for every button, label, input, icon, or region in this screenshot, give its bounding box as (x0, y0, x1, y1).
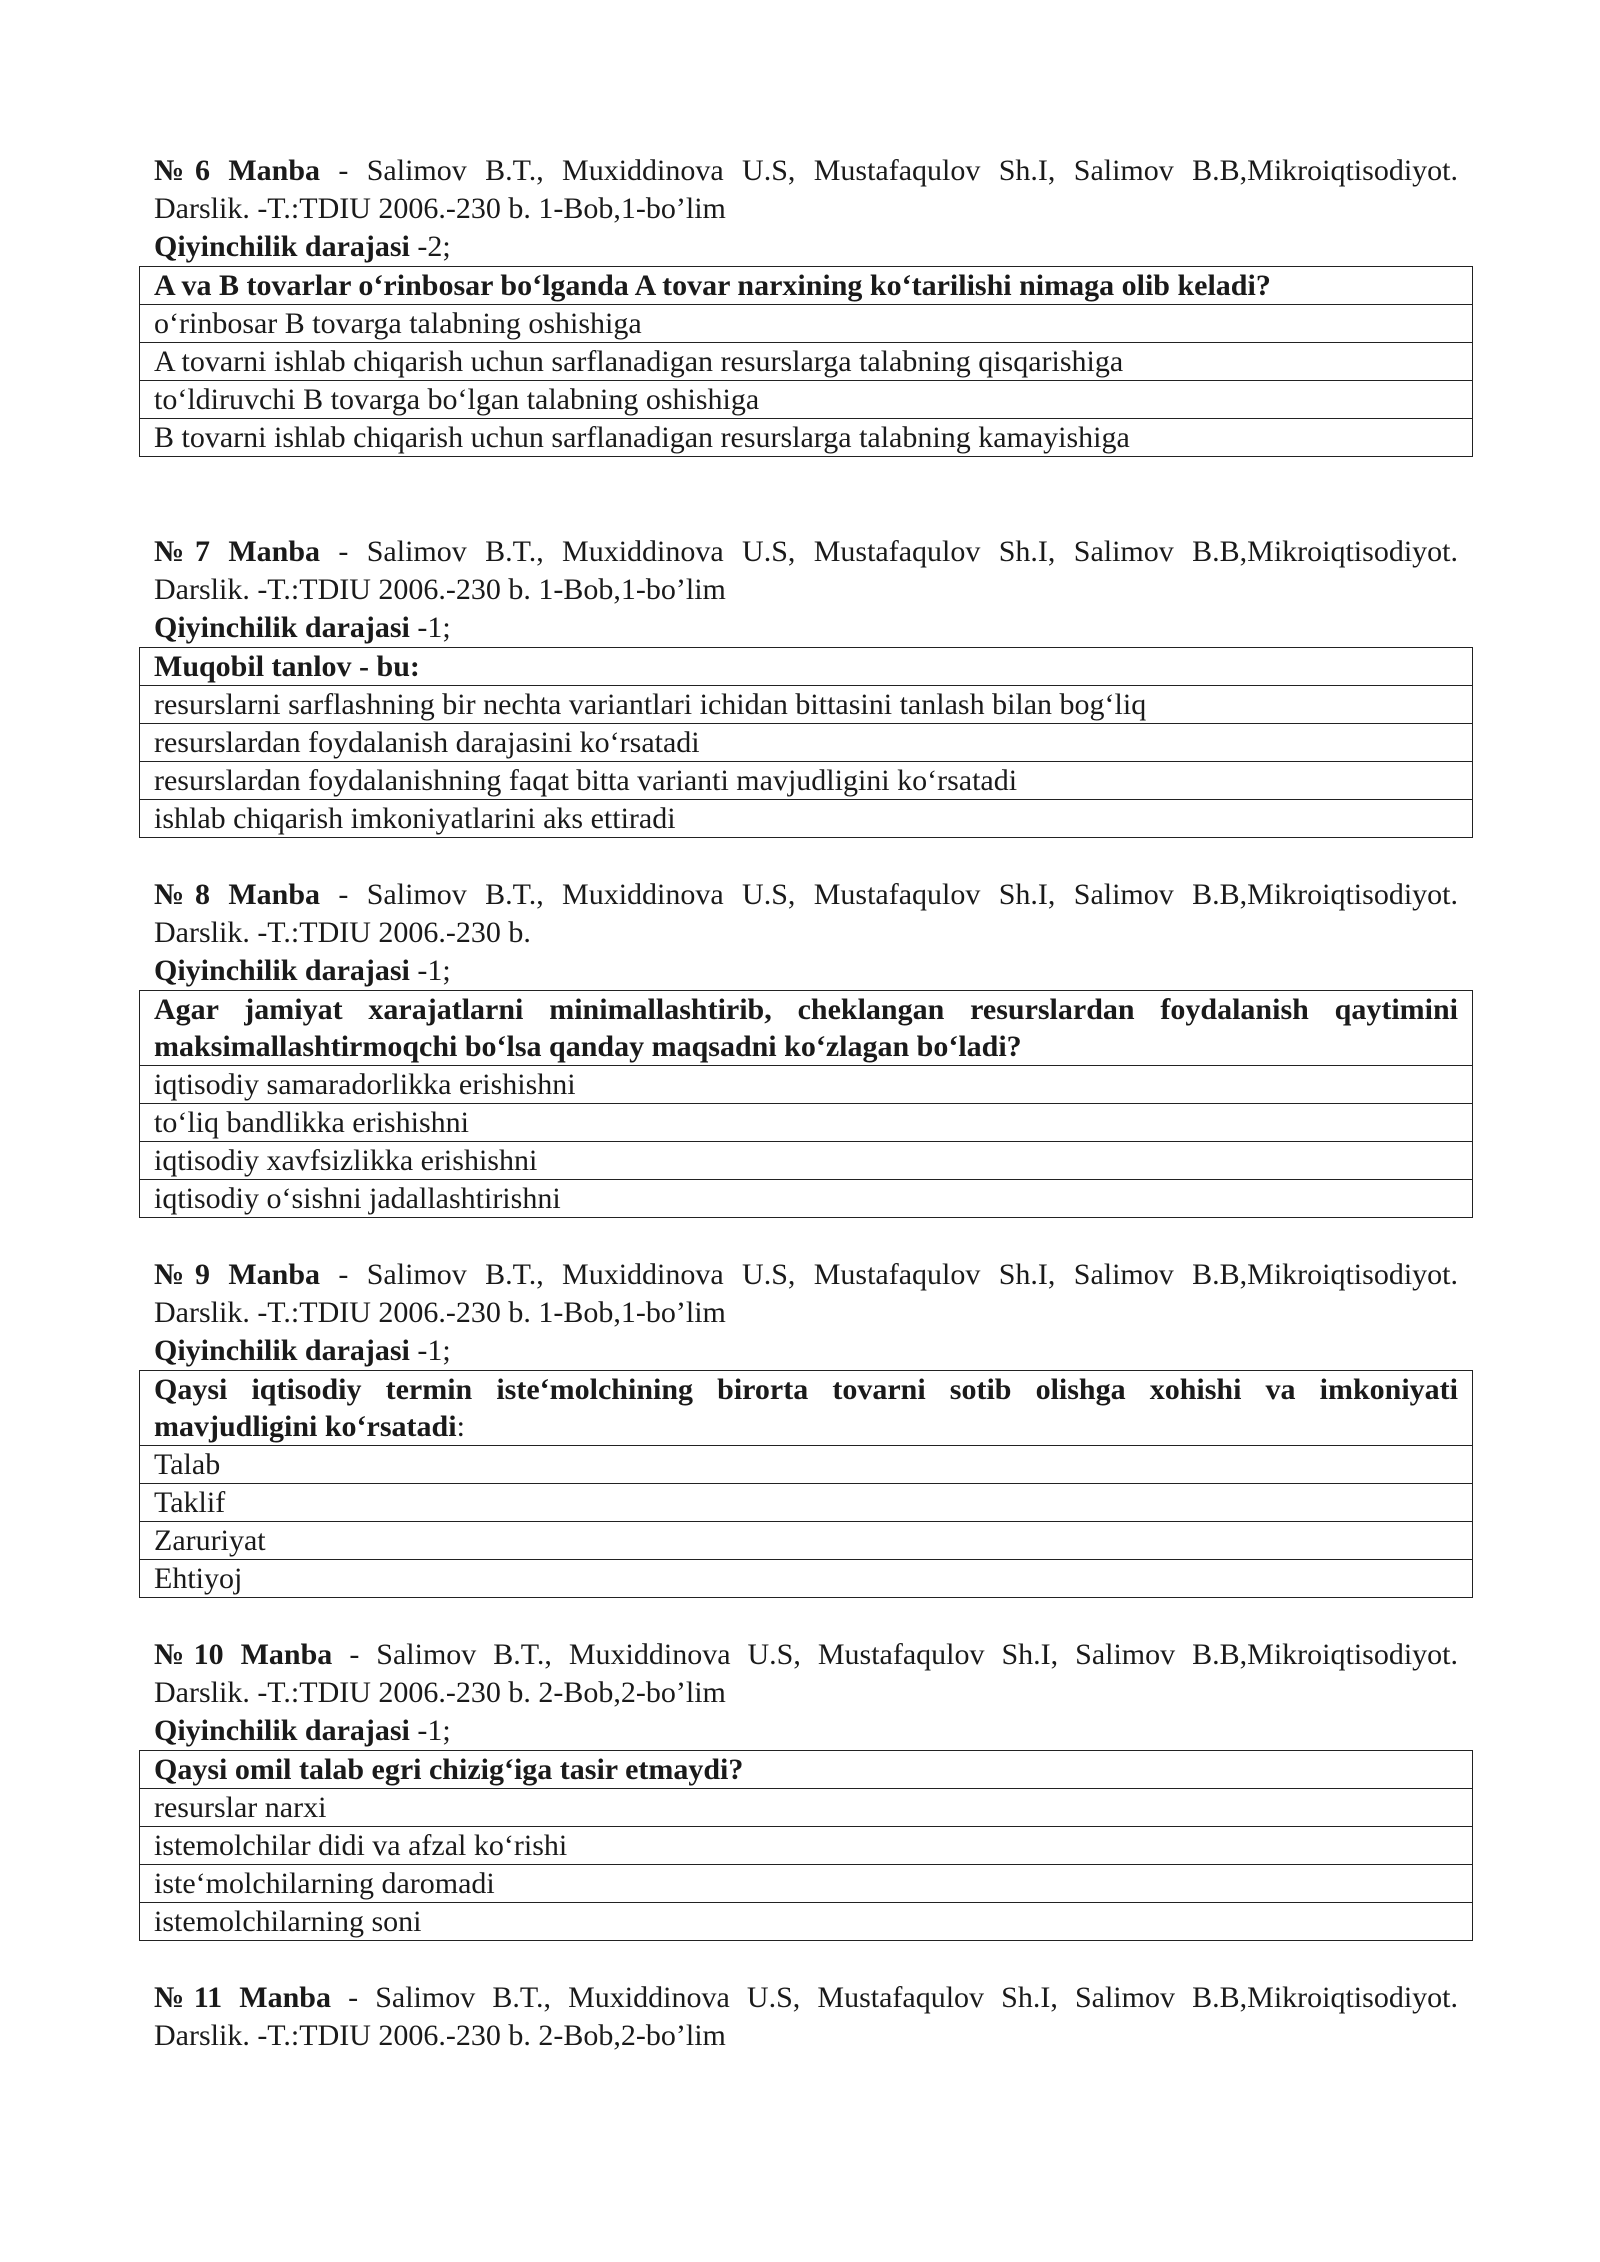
answer-row (140, 381, 1473, 419)
source-line-2: Darslik. -T.:TDIU 2006.-230 b. 2-Bob,2-bo’lim (154, 2019, 726, 2052)
answer-row (140, 1560, 1473, 1598)
item-meta (139, 152, 1473, 266)
answer-option: resurslardan foydalanishning faqat bitta varianti mavjudligini ko‘rsatadi (140, 762, 1473, 800)
answer-option: istemolchilarning soni (140, 1903, 1473, 1941)
question-table (139, 647, 1473, 838)
difficulty-line (154, 228, 1458, 266)
item-meta (139, 876, 1473, 990)
source-line (154, 1979, 1458, 2017)
question-table (139, 266, 1473, 457)
document-page (139, 152, 1473, 2055)
answer-row (140, 1180, 1473, 1218)
item-meta (139, 1979, 1473, 2055)
difficulty-label: Qiyinchilik darajasi (154, 1714, 410, 1747)
answer-row (140, 1484, 1473, 1522)
item-meta (139, 1636, 1473, 1750)
answer-row (140, 1142, 1473, 1180)
source-text: - Salimov B.T., Muxiddinova U.S, Mustafaqulov Sh.I, Salimov B.B,Mikroiqtisodiyot. (338, 1258, 1458, 1291)
answer-option: Zaruriyat (140, 1522, 1473, 1560)
source-line (154, 1256, 1458, 1294)
difficulty-label: Qiyinchilik darajasi (154, 230, 410, 263)
answer-row (140, 800, 1473, 838)
answer-option: Ehtiyoj (140, 1560, 1473, 1598)
answer-option: Taklif (140, 1484, 1473, 1522)
item-number: №8 Manba (154, 878, 321, 911)
answer-option: to‘liq bandlikka erishishni (140, 1104, 1473, 1142)
item-number: №10 Manba (154, 1638, 333, 1671)
spacer (139, 457, 1473, 533)
spacer (139, 1598, 1473, 1636)
question-text: Qaysi omil talab egri chizig‘iga tasir etmaydi? (140, 1751, 1473, 1789)
question-item-9 (139, 1256, 1473, 1598)
answer-row (140, 343, 1473, 381)
spacer (139, 1218, 1473, 1256)
question-item-11 (139, 1979, 1473, 2055)
question-row (140, 1751, 1473, 1789)
difficulty-value: -1; (417, 1334, 451, 1367)
answer-row (140, 1827, 1473, 1865)
answer-row (140, 305, 1473, 343)
answer-option: o‘rinbosar B tovarga talabning oshishiga (140, 305, 1473, 343)
question-table (139, 1750, 1473, 1941)
difficulty-line (154, 1332, 1458, 1370)
item-number: №6 Manba (154, 154, 321, 187)
question-item-10 (139, 1636, 1473, 1941)
source-line-2: Darslik. -T.:TDIU 2006.-230 b. 2-Bob,2-bo’lim (154, 1676, 726, 1709)
source-text: - Salimov B.T., Muxiddinova U.S, Mustafaqulov Sh.I, Salimov B.B,Mikroiqtisodiyot. (349, 1638, 1459, 1671)
answer-row (140, 1066, 1473, 1104)
answer-option: to‘ldiruvchi B tovarga bo‘lgan talabning oshishiga (140, 381, 1473, 419)
question-item-7 (139, 533, 1473, 838)
item-meta (139, 533, 1473, 647)
difficulty-label: Qiyinchilik darajasi (154, 954, 410, 987)
source-text: - Salimov B.T., Muxiddinova U.S, Mustafaqulov Sh.I, Salimov B.B,Mikroiqtisodiyot. (338, 535, 1458, 568)
spacer (139, 1941, 1473, 1979)
question-text: Muqobil tanlov - bu: (140, 648, 1473, 686)
item-number: №7 Manba (154, 535, 321, 568)
question-cell (140, 1371, 1473, 1446)
answer-option: resurslar narxi (140, 1789, 1473, 1827)
question-row (140, 648, 1473, 686)
question-text: Agar jamiyat xarajatlarni minimallashtirib, cheklangan resurslardan foydalanish qaytimini maksimallashtirmoqchi bo‘lsa qanday maqsadni ko‘zlagan bo‘ladi? (140, 991, 1473, 1066)
difficulty-value: -1; (417, 954, 451, 987)
difficulty-line (154, 609, 1458, 647)
source-line (154, 1636, 1458, 1674)
answer-option: iste‘molchilarning daromadi (140, 1865, 1473, 1903)
question-row (140, 1371, 1473, 1446)
question-table (139, 1370, 1473, 1598)
answer-row (140, 419, 1473, 457)
spacer (139, 838, 1473, 876)
answer-row (140, 724, 1473, 762)
answer-option: iqtisodiy xavfsizlikka erishishni (140, 1142, 1473, 1180)
source-text: - Salimov B.T., Muxiddinova U.S, Mustafaqulov Sh.I, Salimov B.B,Mikroiqtisodiyot. (348, 1981, 1458, 2014)
answer-option: iqtisodiy o‘sishni jadallashtirishni (140, 1180, 1473, 1218)
answer-row (140, 1104, 1473, 1142)
difficulty-label: Qiyinchilik darajasi (154, 611, 410, 644)
question-suffix: : (456, 1410, 465, 1443)
answer-option: iqtisodiy samaradorlikka erishishni (140, 1066, 1473, 1104)
answer-option: A tovarni ishlab chiqarish uchun sarflanadigan resurslarga talabning qisqarishiga (140, 343, 1473, 381)
question-item-8 (139, 876, 1473, 1218)
answer-option: B tovarni ishlab chiqarish uchun sarflanadigan resurslarga talabning kamayishiga (140, 419, 1473, 457)
answer-option: Talab (140, 1446, 1473, 1484)
answer-option: istemolchilar didi va afzal ko‘rishi (140, 1827, 1473, 1865)
source-line-2: Darslik. -T.:TDIU 2006.-230 b. 1-Bob,1-bo’lim (154, 192, 726, 225)
source-line (154, 876, 1458, 914)
difficulty-line (154, 1712, 1458, 1750)
item-number: №9 Manba (154, 1258, 321, 1291)
answer-row (140, 1903, 1473, 1941)
source-text: - Salimov B.T., Muxiddinova U.S, Mustafaqulov Sh.I, Salimov B.B,Mikroiqtisodiyot. (338, 878, 1458, 911)
source-line-2: Darslik. -T.:TDIU 2006.-230 b. 1-Bob,1-bo’lim (154, 573, 726, 606)
item-number: №11 Manba (154, 1981, 331, 2014)
source-line (154, 533, 1458, 571)
source-line (154, 152, 1458, 190)
difficulty-value: -2; (417, 230, 451, 263)
source-line-2: Darslik. -T.:TDIU 2006.-230 b. (154, 916, 531, 949)
answer-row (140, 762, 1473, 800)
answer-row (140, 1446, 1473, 1484)
question-text: A va B tovarlar o‘rinbosar bo‘lganda A tovar narxining ko‘tarilishi nimaga olib keladi? (140, 267, 1473, 305)
question-table (139, 990, 1473, 1218)
question-text: Qaysi iqtisodiy termin iste‘molchining birorta tovarni sotib olishga xohishi va imkoniyati mavjudligini ko‘rsatadi (154, 1373, 1458, 1443)
difficulty-line (154, 952, 1458, 990)
answer-row (140, 686, 1473, 724)
item-meta (139, 1256, 1473, 1370)
source-line-2: Darslik. -T.:TDIU 2006.-230 b. 1-Bob,1-bo’lim (154, 1296, 726, 1329)
answer-option: ishlab chiqarish imkoniyatlarini aks ettiradi (140, 800, 1473, 838)
difficulty-value: -1; (417, 1714, 451, 1747)
answer-option: resurslarni sarflashning bir nechta variantlari ichidan bittasini tanlash bilan bog‘liq (140, 686, 1473, 724)
answer-row (140, 1522, 1473, 1560)
question-row (140, 991, 1473, 1066)
difficulty-label: Qiyinchilik darajasi (154, 1334, 410, 1367)
question-row (140, 267, 1473, 305)
answer-row (140, 1865, 1473, 1903)
difficulty-value: -1; (417, 611, 451, 644)
answer-row (140, 1789, 1473, 1827)
source-text: - Salimov B.T., Muxiddinova U.S, Mustafaqulov Sh.I, Salimov B.B,Mikroiqtisodiyot. (338, 154, 1458, 187)
answer-option: resurslardan foydalanish darajasini ko‘rsatadi (140, 724, 1473, 762)
question-item-6 (139, 152, 1473, 457)
